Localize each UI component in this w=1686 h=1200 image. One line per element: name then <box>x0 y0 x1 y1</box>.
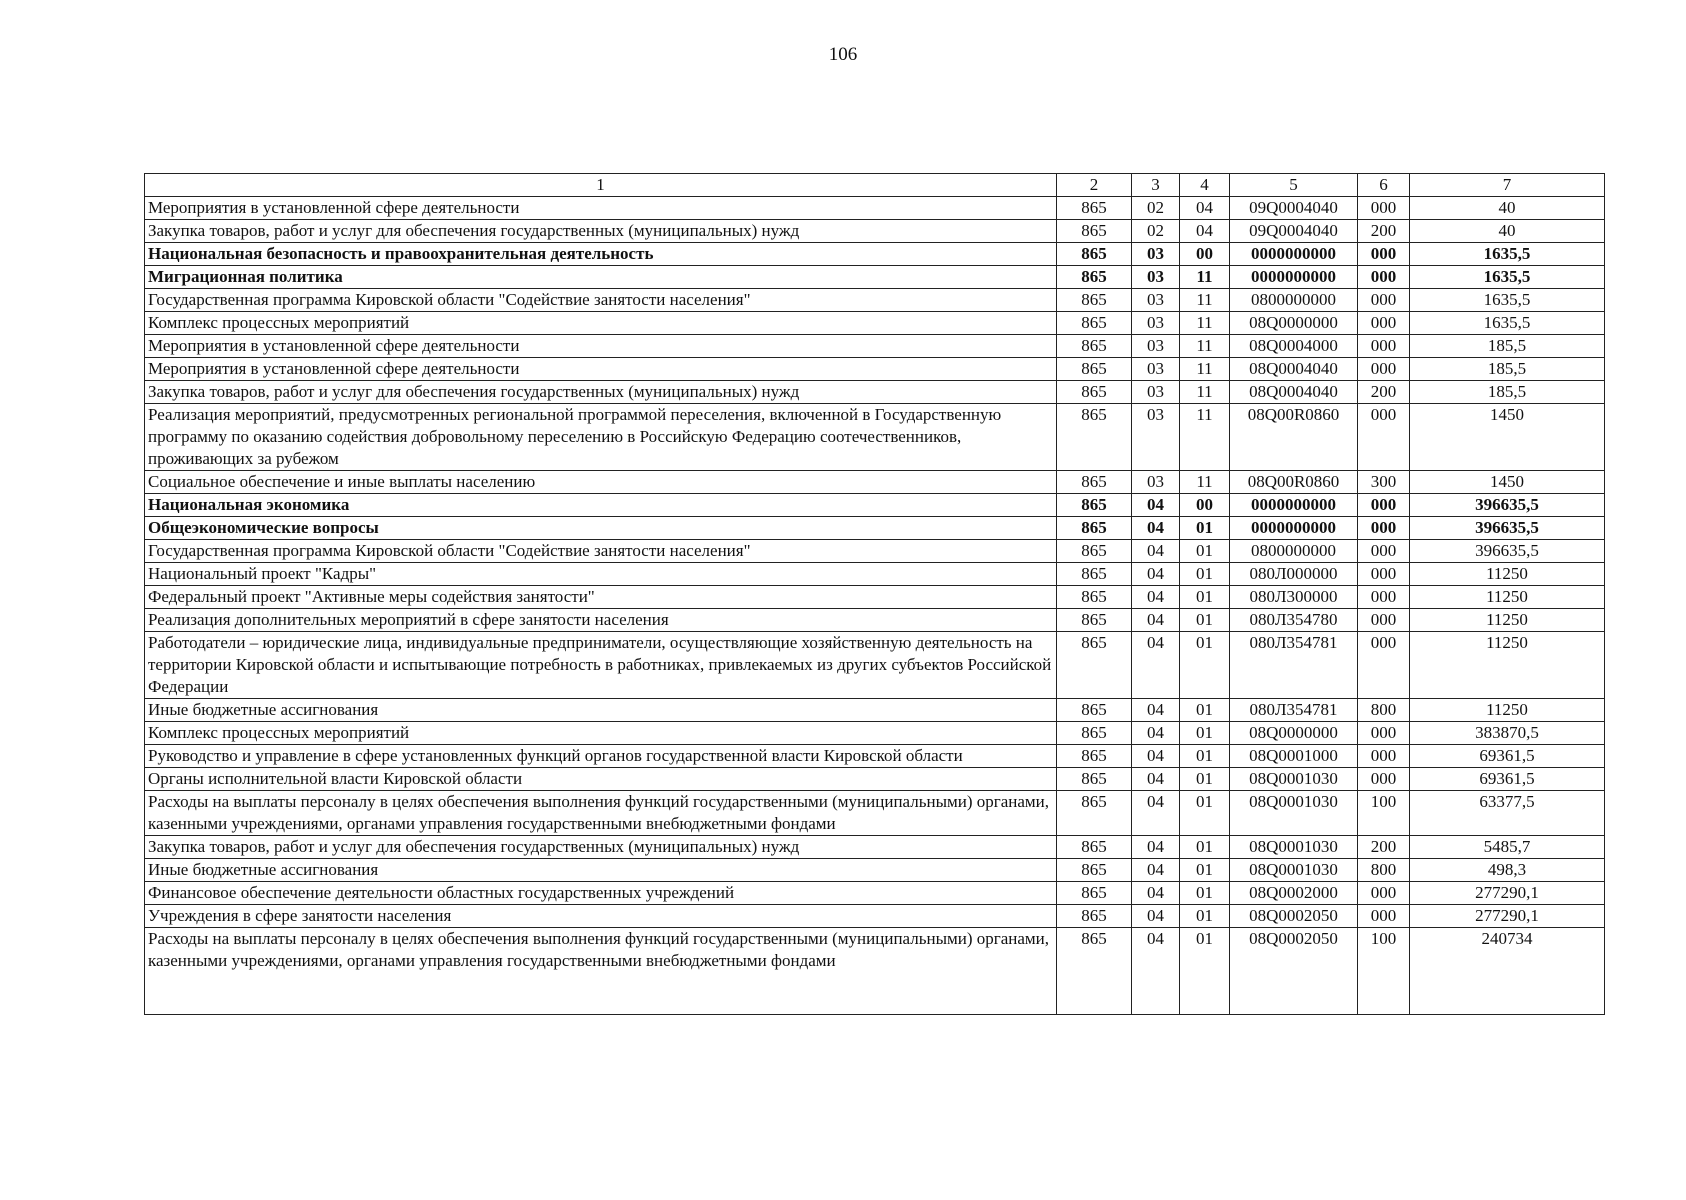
row-amount-cell: 277290,1 <box>1410 882 1605 905</box>
row-target-article-cell: 08Q0002000 <box>1230 882 1358 905</box>
row-subsection-cell: 11 <box>1180 266 1230 289</box>
row-amount-cell: 69361,5 <box>1410 768 1605 791</box>
row-code-cell: 865 <box>1057 699 1132 722</box>
row-subsection-cell: 01 <box>1180 586 1230 609</box>
row-section-cell: 04 <box>1132 699 1180 722</box>
row-name-cell: Мероприятия в установленной сфере деятельности <box>145 197 1057 220</box>
row-target-article-cell: 09Q0004040 <box>1230 220 1358 243</box>
row-section-cell: 04 <box>1132 768 1180 791</box>
row-subsection-cell: 04 <box>1180 220 1230 243</box>
row-subsection-cell: 01 <box>1180 859 1230 882</box>
table-row <box>145 266 1605 289</box>
table-row <box>145 905 1605 928</box>
row-section-cell: 04 <box>1132 928 1180 1015</box>
row-name-cell: Закупка товаров, работ и услуг для обеспечения государственных (муниципальных) нужд <box>145 220 1057 243</box>
row-subsection-cell: 01 <box>1180 699 1230 722</box>
row-amount-cell: 185,5 <box>1410 381 1605 404</box>
row-amount-cell: 1635,5 <box>1410 243 1605 266</box>
row-subsection-cell: 01 <box>1180 882 1230 905</box>
row-code-cell: 865 <box>1057 358 1132 381</box>
row-amount-cell: 240734 <box>1410 928 1605 1015</box>
row-expense-type-cell: 000 <box>1358 289 1410 312</box>
row-code-cell: 865 <box>1057 882 1132 905</box>
table-row <box>145 791 1605 836</box>
table-row <box>145 859 1605 882</box>
row-target-article-cell: 08Q0001000 <box>1230 745 1358 768</box>
row-name-cell: Государственная программа Кировской области "Содействие занятости населения" <box>145 289 1057 312</box>
table-row <box>145 335 1605 358</box>
row-section-cell: 04 <box>1132 791 1180 836</box>
row-name-cell: Руководство и управление в сфере установленных функций органов государственной власти Кировской области <box>145 745 1057 768</box>
table-row <box>145 358 1605 381</box>
row-code-cell: 865 <box>1057 745 1132 768</box>
row-name-cell: Учреждения в сфере занятости населения <box>145 905 1057 928</box>
table-row <box>145 882 1605 905</box>
row-section-cell: 04 <box>1132 882 1180 905</box>
row-expense-type-cell: 200 <box>1358 220 1410 243</box>
row-subsection-cell: 00 <box>1180 243 1230 266</box>
header-col-4: 4 <box>1180 174 1230 197</box>
row-code-cell: 865 <box>1057 243 1132 266</box>
table-row <box>145 312 1605 335</box>
row-subsection-cell: 01 <box>1180 609 1230 632</box>
row-target-article-cell: 0000000000 <box>1230 243 1358 266</box>
table-row <box>145 699 1605 722</box>
row-target-article-cell: 09Q0004040 <box>1230 197 1358 220</box>
row-target-article-cell: 08Q0001030 <box>1230 768 1358 791</box>
row-expense-type-cell: 200 <box>1358 836 1410 859</box>
row-section-cell: 03 <box>1132 266 1180 289</box>
row-code-cell: 865 <box>1057 836 1132 859</box>
header-col-5: 5 <box>1230 174 1358 197</box>
row-code-cell: 865 <box>1057 768 1132 791</box>
row-name-cell: Закупка товаров, работ и услуг для обеспечения государственных (муниципальных) нужд <box>145 381 1057 404</box>
row-target-article-cell: 08Q0002050 <box>1230 905 1358 928</box>
row-code-cell: 865 <box>1057 494 1132 517</box>
row-amount-cell: 11250 <box>1410 563 1605 586</box>
row-target-article-cell: 08Q00R0860 <box>1230 404 1358 471</box>
table-row <box>145 220 1605 243</box>
row-target-article-cell: 08Q0000000 <box>1230 722 1358 745</box>
table-row <box>145 745 1605 768</box>
row-name-cell: Иные бюджетные ассигнования <box>145 859 1057 882</box>
row-name-cell: Расходы на выплаты персоналу в целях обеспечения выполнения функций государственными (муниципальными) органами, казенными учреждениями, органами управления государственными внебюджетными фондами <box>145 928 1057 1015</box>
header-col-2: 2 <box>1057 174 1132 197</box>
row-expense-type-cell: 000 <box>1358 563 1410 586</box>
table-row <box>145 768 1605 791</box>
row-code-cell: 865 <box>1057 266 1132 289</box>
row-amount-cell: 185,5 <box>1410 358 1605 381</box>
table-row <box>145 517 1605 540</box>
header-col-6: 6 <box>1358 174 1410 197</box>
row-code-cell: 865 <box>1057 905 1132 928</box>
row-target-article-cell: 08Q0004000 <box>1230 335 1358 358</box>
row-amount-cell: 11250 <box>1410 699 1605 722</box>
row-section-cell: 04 <box>1132 517 1180 540</box>
row-code-cell: 865 <box>1057 791 1132 836</box>
row-code-cell: 865 <box>1057 517 1132 540</box>
row-name-cell: Национальная безопасность и правоохранительная деятельность <box>145 243 1057 266</box>
row-expense-type-cell: 000 <box>1358 517 1410 540</box>
row-expense-type-cell: 000 <box>1358 905 1410 928</box>
row-code-cell: 865 <box>1057 471 1132 494</box>
row-subsection-cell: 00 <box>1180 494 1230 517</box>
row-amount-cell: 40 <box>1410 220 1605 243</box>
row-code-cell: 865 <box>1057 540 1132 563</box>
row-amount-cell: 40 <box>1410 197 1605 220</box>
row-code-cell: 865 <box>1057 563 1132 586</box>
row-subsection-cell: 01 <box>1180 722 1230 745</box>
table-row <box>145 928 1605 1015</box>
row-subsection-cell: 11 <box>1180 312 1230 335</box>
row-amount-cell: 5485,7 <box>1410 836 1605 859</box>
row-subsection-cell: 01 <box>1180 791 1230 836</box>
header-col-1: 1 <box>145 174 1057 197</box>
row-expense-type-cell: 000 <box>1358 312 1410 335</box>
row-code-cell: 865 <box>1057 220 1132 243</box>
row-name-cell: Мероприятия в установленной сфере деятельности <box>145 358 1057 381</box>
row-code-cell: 865 <box>1057 312 1132 335</box>
row-target-article-cell: 08Q0001030 <box>1230 791 1358 836</box>
row-amount-cell: 185,5 <box>1410 335 1605 358</box>
row-code-cell: 865 <box>1057 859 1132 882</box>
row-name-cell: Национальный проект "Кадры" <box>145 563 1057 586</box>
row-target-article-cell: 08Q0001030 <box>1230 859 1358 882</box>
row-section-cell: 03 <box>1132 404 1180 471</box>
row-section-cell: 04 <box>1132 905 1180 928</box>
row-section-cell: 04 <box>1132 859 1180 882</box>
row-section-cell: 04 <box>1132 722 1180 745</box>
row-amount-cell: 11250 <box>1410 586 1605 609</box>
row-expense-type-cell: 200 <box>1358 381 1410 404</box>
row-amount-cell: 396635,5 <box>1410 540 1605 563</box>
row-expense-type-cell: 000 <box>1358 266 1410 289</box>
row-subsection-cell: 01 <box>1180 632 1230 699</box>
row-section-cell: 03 <box>1132 289 1180 312</box>
row-name-cell: Национальная экономика <box>145 494 1057 517</box>
row-expense-type-cell: 000 <box>1358 745 1410 768</box>
row-name-cell: Закупка товаров, работ и услуг для обеспечения государственных (муниципальных) нужд <box>145 836 1057 859</box>
row-code-cell: 865 <box>1057 335 1132 358</box>
row-target-article-cell: 08Q0001030 <box>1230 836 1358 859</box>
row-subsection-cell: 11 <box>1180 381 1230 404</box>
table-row <box>145 381 1605 404</box>
row-subsection-cell: 11 <box>1180 471 1230 494</box>
row-subsection-cell: 01 <box>1180 540 1230 563</box>
row-subsection-cell: 04 <box>1180 197 1230 220</box>
row-subsection-cell: 11 <box>1180 335 1230 358</box>
row-target-article-cell: 0800000000 <box>1230 289 1358 312</box>
row-subsection-cell: 11 <box>1180 289 1230 312</box>
table-row <box>145 563 1605 586</box>
row-target-article-cell: 0000000000 <box>1230 494 1358 517</box>
row-target-article-cell: 08Q0004040 <box>1230 381 1358 404</box>
row-amount-cell: 69361,5 <box>1410 745 1605 768</box>
row-expense-type-cell: 300 <box>1358 471 1410 494</box>
table-row <box>145 722 1605 745</box>
row-code-cell: 865 <box>1057 609 1132 632</box>
row-subsection-cell: 01 <box>1180 768 1230 791</box>
row-expense-type-cell: 000 <box>1358 609 1410 632</box>
row-amount-cell: 396635,5 <box>1410 517 1605 540</box>
table-row <box>145 243 1605 266</box>
row-section-cell: 04 <box>1132 632 1180 699</box>
row-code-cell: 865 <box>1057 928 1132 1015</box>
row-target-article-cell: 0800000000 <box>1230 540 1358 563</box>
row-section-cell: 03 <box>1132 335 1180 358</box>
table-row <box>145 404 1605 471</box>
row-amount-cell: 63377,5 <box>1410 791 1605 836</box>
row-expense-type-cell: 000 <box>1358 722 1410 745</box>
row-expense-type-cell: 000 <box>1358 586 1410 609</box>
row-name-cell: Общеэкономические вопросы <box>145 517 1057 540</box>
row-subsection-cell: 11 <box>1180 358 1230 381</box>
row-name-cell: Реализация мероприятий, предусмотренных региональной программой переселения, включенной в Государственную программу по оказанию содействия добровольному переселению в Российскую Федерацию соотечественников, проживающих за рубежом <box>145 404 1057 471</box>
row-section-cell: 03 <box>1132 471 1180 494</box>
row-expense-type-cell: 000 <box>1358 404 1410 471</box>
row-subsection-cell: 01 <box>1180 836 1230 859</box>
row-amount-cell: 11250 <box>1410 609 1605 632</box>
row-target-article-cell: 0000000000 <box>1230 266 1358 289</box>
row-name-cell: Комплекс процессных мероприятий <box>145 312 1057 335</box>
row-target-article-cell: 08Q0004040 <box>1230 358 1358 381</box>
row-section-cell: 03 <box>1132 312 1180 335</box>
row-target-article-cell: 0000000000 <box>1230 517 1358 540</box>
row-target-article-cell: 080Л300000 <box>1230 586 1358 609</box>
row-expense-type-cell: 000 <box>1358 494 1410 517</box>
row-name-cell: Реализация дополнительных мероприятий в сфере занятости населения <box>145 609 1057 632</box>
row-section-cell: 04 <box>1132 563 1180 586</box>
row-subsection-cell: 01 <box>1180 905 1230 928</box>
row-amount-cell: 11250 <box>1410 632 1605 699</box>
row-expense-type-cell: 000 <box>1358 632 1410 699</box>
header-col-3: 3 <box>1132 174 1180 197</box>
row-section-cell: 03 <box>1132 243 1180 266</box>
row-name-cell: Государственная программа Кировской области "Содействие занятости населения" <box>145 540 1057 563</box>
row-expense-type-cell: 000 <box>1358 358 1410 381</box>
table-row <box>145 540 1605 563</box>
header-col-7: 7 <box>1410 174 1605 197</box>
row-amount-cell: 383870,5 <box>1410 722 1605 745</box>
row-expense-type-cell: 000 <box>1358 243 1410 266</box>
row-expense-type-cell: 000 <box>1358 768 1410 791</box>
table-row <box>145 494 1605 517</box>
row-section-cell: 04 <box>1132 745 1180 768</box>
row-name-cell: Финансовое обеспечение деятельности областных государственных учреждений <box>145 882 1057 905</box>
row-target-article-cell: 08Q0000000 <box>1230 312 1358 335</box>
row-name-cell: Работодатели – юридические лица, индивидуальные предприниматели, осуществляющие хозяйственную деятельность на территории Кировской области и испытывающие потребность в работниках, привлекаемых из других субъектов Российской Федерации <box>145 632 1057 699</box>
row-code-cell: 865 <box>1057 197 1132 220</box>
row-subsection-cell: 01 <box>1180 517 1230 540</box>
row-expense-type-cell: 000 <box>1358 540 1410 563</box>
row-code-cell: 865 <box>1057 586 1132 609</box>
row-expense-type-cell: 100 <box>1358 791 1410 836</box>
row-name-cell: Иные бюджетные ассигнования <box>145 699 1057 722</box>
row-code-cell: 865 <box>1057 289 1132 312</box>
row-target-article-cell: 08Q00R0860 <box>1230 471 1358 494</box>
page-number: 106 <box>828 44 858 65</box>
row-target-article-cell: 080Л354781 <box>1230 632 1358 699</box>
row-expense-type-cell: 000 <box>1358 335 1410 358</box>
row-name-cell: Социальное обеспечение и иные выплаты населению <box>145 471 1057 494</box>
row-section-cell: 04 <box>1132 540 1180 563</box>
row-expense-type-cell: 000 <box>1358 197 1410 220</box>
table-body <box>145 197 1605 1015</box>
row-target-article-cell: 08Q0002050 <box>1230 928 1358 1015</box>
row-name-cell: Расходы на выплаты персоналу в целях обеспечения выполнения функций государственными (муниципальными) органами, казенными учреждениями, органами управления государственными внебюджетными фондами <box>145 791 1057 836</box>
row-target-article-cell: 080Л354781 <box>1230 699 1358 722</box>
table-row <box>145 471 1605 494</box>
row-code-cell: 865 <box>1057 381 1132 404</box>
row-section-cell: 03 <box>1132 381 1180 404</box>
row-expense-type-cell: 800 <box>1358 699 1410 722</box>
row-section-cell: 02 <box>1132 197 1180 220</box>
header-row <box>145 174 1605 197</box>
row-amount-cell: 498,3 <box>1410 859 1605 882</box>
row-code-cell: 865 <box>1057 404 1132 471</box>
row-subsection-cell: 01 <box>1180 745 1230 768</box>
row-subsection-cell: 01 <box>1180 928 1230 1015</box>
row-amount-cell: 1450 <box>1410 404 1605 471</box>
row-target-article-cell: 080Л354780 <box>1230 609 1358 632</box>
row-section-cell: 04 <box>1132 836 1180 859</box>
row-name-cell: Комплекс процессных мероприятий <box>145 722 1057 745</box>
row-amount-cell: 1635,5 <box>1410 289 1605 312</box>
row-subsection-cell: 11 <box>1180 404 1230 471</box>
row-amount-cell: 1635,5 <box>1410 312 1605 335</box>
row-expense-type-cell: 000 <box>1358 882 1410 905</box>
table-row <box>145 609 1605 632</box>
row-section-cell: 04 <box>1132 586 1180 609</box>
row-section-cell: 02 <box>1132 220 1180 243</box>
table-row <box>145 197 1605 220</box>
row-target-article-cell: 080Л000000 <box>1230 563 1358 586</box>
table-row <box>145 632 1605 699</box>
row-name-cell: Федеральный проект "Активные меры содействия занятости" <box>145 586 1057 609</box>
row-section-cell: 04 <box>1132 494 1180 517</box>
row-amount-cell: 277290,1 <box>1410 905 1605 928</box>
row-code-cell: 865 <box>1057 722 1132 745</box>
row-code-cell: 865 <box>1057 632 1132 699</box>
table-row <box>145 836 1605 859</box>
row-name-cell: Миграционная политика <box>145 266 1057 289</box>
row-amount-cell: 396635,5 <box>1410 494 1605 517</box>
table-row <box>145 289 1605 312</box>
row-expense-type-cell: 800 <box>1358 859 1410 882</box>
table-row <box>145 586 1605 609</box>
row-amount-cell: 1635,5 <box>1410 266 1605 289</box>
row-expense-type-cell: 100 <box>1358 928 1410 1015</box>
row-subsection-cell: 01 <box>1180 563 1230 586</box>
row-section-cell: 04 <box>1132 609 1180 632</box>
budget-table <box>144 173 1605 1015</box>
row-section-cell: 03 <box>1132 358 1180 381</box>
row-name-cell: Органы исполнительной власти Кировской области <box>145 768 1057 791</box>
row-amount-cell: 1450 <box>1410 471 1605 494</box>
row-name-cell: Мероприятия в установленной сфере деятельности <box>145 335 1057 358</box>
